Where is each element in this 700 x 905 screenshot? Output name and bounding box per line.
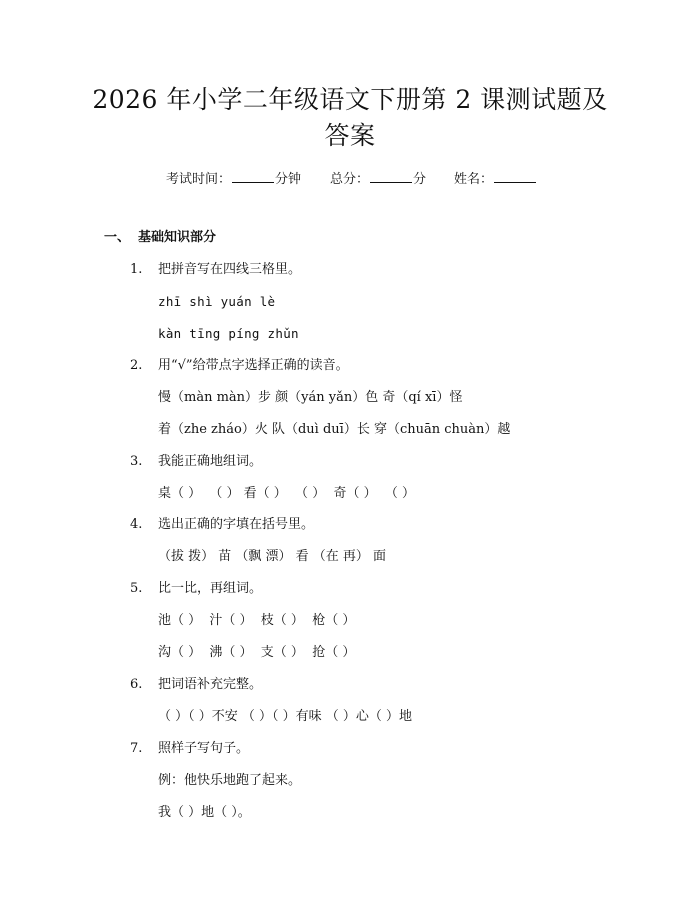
question-6-line-1: （ ）（ ）不安 （ ）（ ）有味 （ ）心（ ）地: [158, 709, 413, 724]
question-3-line-1: 桌（ ） （ ） 看（ ） （ ） 奇（ ） （ ）: [158, 486, 415, 501]
question-4-line-1: （拔 拨） 苗 （飘 漂） 看 （在 再） 面: [158, 549, 387, 564]
document-title-line-1: 2026 年小学二年级语文下册第 2 课测试题及: [92, 85, 608, 114]
student-name-blank: [494, 170, 536, 183]
question-number: 6.: [130, 677, 143, 692]
question-number: 5.: [130, 581, 143, 596]
question-prompt: 选出正确的字填在括号里。: [158, 517, 315, 532]
question-number: 1.: [130, 262, 143, 277]
question-prompt: 用“√”给带点字选择正确的读音。: [158, 358, 349, 373]
question-3: [130, 453, 262, 471]
question-1-line-2: kàn tīng píng zhǔn: [158, 326, 299, 341]
section-number: 一、: [104, 230, 131, 245]
exam-time-unit: 分钟: [275, 172, 302, 187]
section-title: 基础知识部分: [138, 230, 217, 245]
question-number: 3.: [130, 454, 143, 469]
question-7-example: 例：他快乐地跑了起来。: [158, 773, 302, 788]
section-heading: [104, 229, 216, 247]
student-name-field: [454, 170, 537, 189]
question-5-line-1: 池（ ） 汁（ ） 枝（ ） 枪（ ）: [158, 613, 356, 628]
student-name-label: 姓名：: [454, 172, 494, 187]
total-score-unit: 分: [413, 172, 427, 187]
question-1: [130, 261, 301, 279]
question-prompt: 把拼音写在四线三格里。: [158, 262, 302, 277]
total-score-field: [330, 170, 426, 189]
total-score-blank: [370, 170, 412, 183]
total-score-label: 总分：: [330, 172, 370, 187]
exam-time-field: [166, 170, 301, 189]
question-6: [130, 676, 262, 694]
question-2: [130, 357, 349, 375]
exam-time-label: 考试时间：: [166, 172, 232, 187]
question-prompt: 照样子写句子。: [158, 741, 250, 756]
document-title-line-2: 答案: [324, 121, 376, 150]
question-number: 2.: [130, 358, 143, 373]
question-2-line-1: 慢（màn màn）步 颜（yán yǎn）色 奇（qí xī）怪: [158, 390, 463, 405]
question-number: 7.: [130, 741, 143, 756]
exam-time-blank: [232, 170, 274, 183]
question-7-line-2: 我（ ）地（ ）。: [158, 805, 251, 820]
question-2-line-2: 着（zhe zháo）火 队（duì duī）长 穿（chuān chuàn）越: [158, 422, 511, 437]
question-prompt: 把词语补充完整。: [158, 677, 263, 692]
question-prompt: 我能正确地组词。: [158, 454, 263, 469]
question-1-line-1: zhī shì yuán lè: [158, 294, 276, 309]
question-4: [130, 516, 314, 534]
question-5-line-2: 沟（ ） 沸（ ） 支（ ） 抢（ ）: [158, 645, 356, 660]
question-number: 4.: [130, 517, 143, 532]
question-5: [130, 580, 262, 598]
question-7: [130, 740, 249, 758]
question-prompt: 比一比，再组词。: [158, 581, 263, 596]
